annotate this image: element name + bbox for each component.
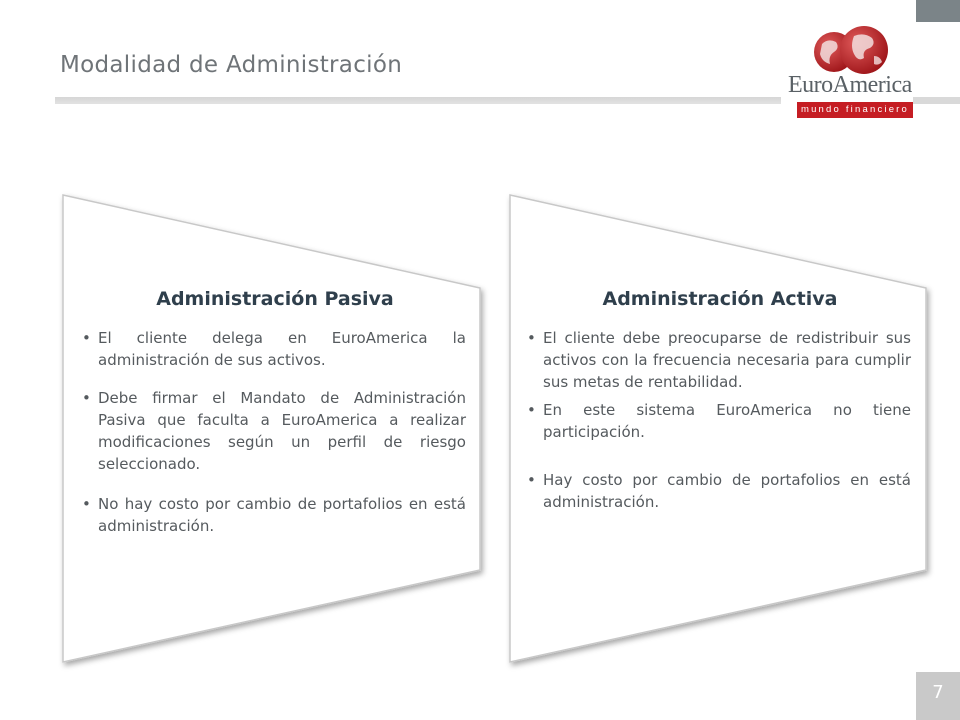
page-title: Modalidad de Administración [60, 52, 403, 78]
page-number: 7 [916, 672, 960, 720]
list-item: • No hay costo por cambio de portafolios en está administración. [80, 493, 466, 537]
logo-tagline: mundo financiero [797, 102, 913, 118]
list-item: • Debe firmar el Mandato de Administración Pasiva que faculta a EuroAmerica a realizar modificaciones según un perfil de riesgo seleccionado. [80, 387, 466, 475]
logo-brand-text: EuroAmerica [788, 72, 912, 98]
panel-pasiva-title: Administración Pasiva [156, 288, 394, 310]
list-item: • El cliente delega en EuroAmerica la administración de sus activos. [80, 327, 466, 371]
list-item: • El cliente debe preocuparse de redistribuir sus activos con la frecuencia necesaria para cumplir sus metas de rentabilidad. [525, 327, 911, 393]
panel-activa-list [525, 327, 911, 513]
list-item: • En este sistema EuroAmerica no tiene participación. [525, 399, 911, 443]
list-item: • Hay costo por cambio de portafolios en está administración. [525, 469, 911, 513]
panel-activa-title: Administración Activa [602, 288, 838, 310]
panel-pasiva-list [80, 327, 466, 537]
